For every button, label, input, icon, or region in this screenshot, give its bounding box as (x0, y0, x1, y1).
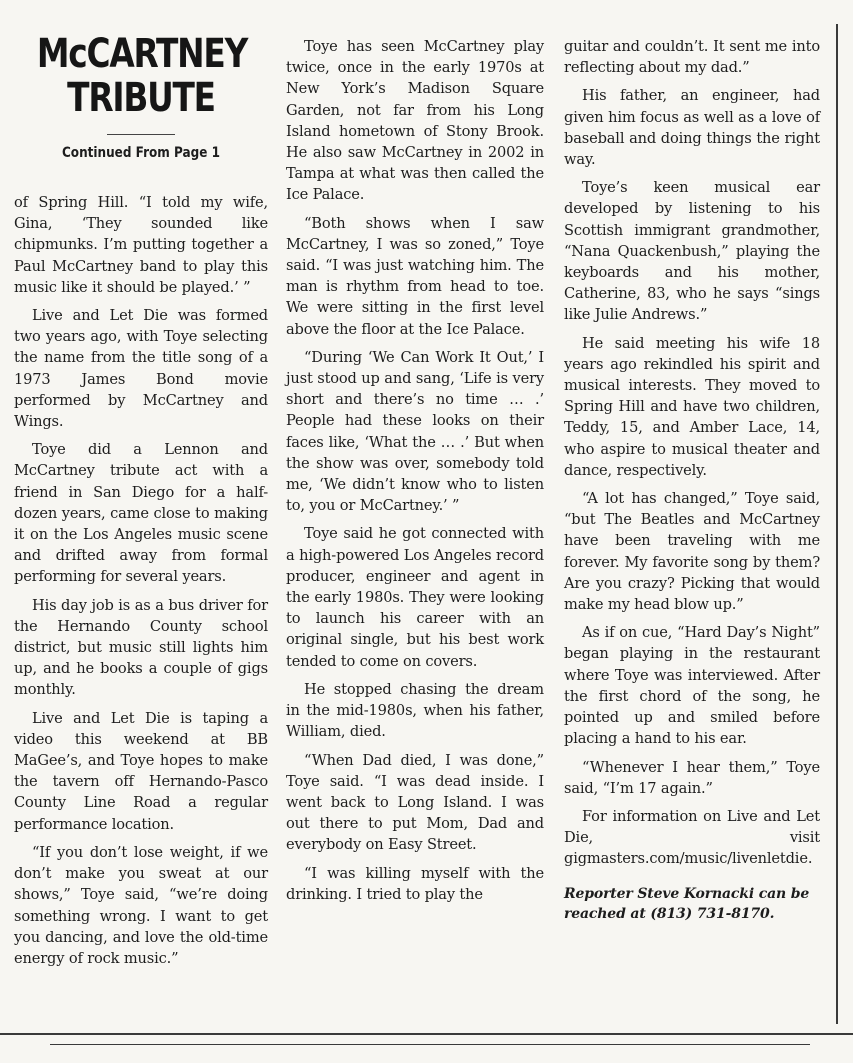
paragraph: For information on Live and Let Die, visit gigmasters.com/music/livenletdie. (564, 807, 820, 868)
paragraph: guitar and couldn’t. It sent me into reflecting about my dad.” (564, 38, 820, 77)
text-column-2 (286, 36, 544, 912)
paragraph: “Both shows when I saw McCartney, I was so zoned,” Toye said. “I was just watching him. The man is rhythm from head to toe. We were sitting in the first level above the floor at the Ice Palace. (286, 214, 544, 338)
paragraph: Toye has seen McCartney play twice, once in the early 1970s at New York’s Madison Square Garden, not far from his Long Island hometown of Stony Brook. He also saw McCartney in 2002 in Tampa at what was then called the Ice Palace. (286, 38, 544, 204)
article-headline (14, 32, 268, 161)
headline-title: McCARTNEY TRIBUTE (36, 31, 248, 121)
paragraph: Live and Let Die was formed two years ago, with Toye selecting the name from the title song of a 1973 James Bond movie performed by McCartney and Wings. (14, 307, 268, 431)
continued-label: Continued From Page 1 (61, 145, 221, 161)
paragraph: “If you don’t lose weight, if we don’t make you sweat at our shows,” Toye said, “we’re doing something wrong. I want to get you dancing, and love the old-time energy of rock music.” (14, 843, 268, 967)
text-column-1 (14, 192, 268, 976)
paragraph: “Whenever I hear them,” Toye said, “I’m 17 again.” (564, 758, 820, 797)
paragraph: Live and Let Die is taping a video this weekend at BB MaGee’s, and Toye hopes to make the tavern off Hernando-Pasco County Line Road a regular performance location. (14, 709, 268, 833)
text-column-3 (564, 36, 820, 931)
paragraph: Toye did a Lennon and McCartney tribute act with a friend in San Diego for a half-dozen years, came close to making it on the Los Angeles music scene and drifted away from formal performing for several years. (14, 441, 268, 586)
paragraph: Toye said he got connected with a high-powered Los Angeles record producer, engineer and agent in the early 1980s. They were looking to launch his career with an original single, but his best work tended to come on covers. (286, 525, 544, 670)
right-column-rule (836, 24, 838, 1024)
paragraph: “During ‘We Can Work It Out,’ I just stood up and sang, ‘Life is very short and there’s no time … .’ People had these looks on their faces like, ‘What the … .’ But when the show was over, somebody told me, ‘We didn’t know who to listen to, you or McCartney.’ ” (286, 348, 544, 515)
paragraph: His father, an engineer, had given him focus as well as a love of baseball and doing things the right way. (564, 87, 820, 169)
paragraph: “I was killing myself with the drinking. I tried to play the (286, 864, 544, 903)
paragraph: As if on cue, “Hard Day’s Night” began playing in the restaurant where Toye was interviewed. After the first chord of the song, he pointed up and smiled before placing a hand to his ear. (564, 624, 820, 748)
paragraph: “When Dad died, I was done,” Toye said. “I was dead inside. I went back to Long Island. I was out there to put Mom, Dad and everybody on Easy Street. (286, 751, 544, 854)
bottom-rule-secondary (50, 1044, 810, 1045)
paragraph: “A lot has changed,” Toye said, “but The Beatles and McCartney have been traveling with me forever. My favorite song by them? Are you crazy? Picking that would make my head blow up.” (564, 490, 820, 614)
bottom-rule (0, 1033, 853, 1035)
paragraph: of Spring Hill. “I told my wife, Gina, ‘They sounded like chipmunks. I’m putting together a Paul McCartney band to play this music like it should be played.’ ” (14, 194, 268, 296)
paragraph: His day job is as a bus driver for the Hernando County school district, but music still lights him up, and he books a couple of gigs monthly. (14, 596, 268, 699)
reporter-credit: Reporter Steve Kornacki can be reached at (813) 731-8170. (564, 885, 810, 922)
paragraph: He said meeting his wife 18 years ago rekindled his spirit and musical interests. They moved to Spring Hill and have two children, Teddy, 15, and Amber Lace, 14, who aspire to musical theater and dance, respectively. (564, 334, 820, 479)
paragraph: He stopped chasing the dream in the mid-1980s, when his father, William, died. (286, 680, 544, 741)
paragraph: Toye’s keen musical ear developed by listening to his Scottish immigrant grandmother, “Nana Quackenbush,” playing the keyboards and his mother, Catherine, 83, who he says “sings like Julie Andrews.” (564, 179, 820, 324)
headline-divider (107, 134, 175, 135)
